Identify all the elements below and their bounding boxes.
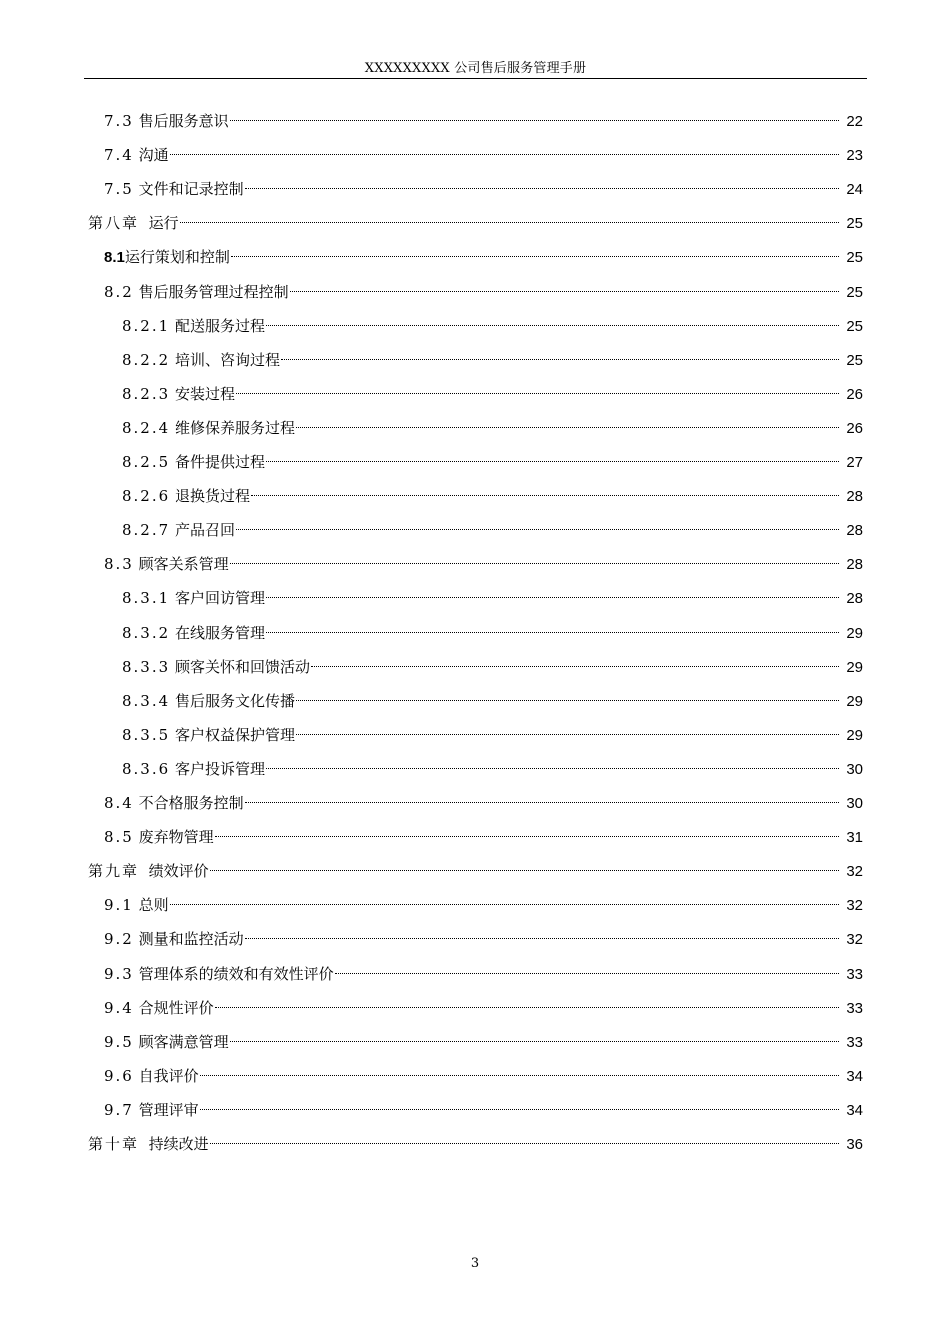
toc-entry[interactable] [122,348,863,372]
toc-entry-label: 沟通 [138,146,169,164]
toc-entry-label: 总则 [138,896,169,914]
toc-entry-number: 8.3.5 [122,726,171,744]
toc-entry-number: 8.2.1 [122,317,171,335]
toc-entry[interactable] [88,1132,863,1156]
dot-leader [180,222,839,223]
toc-entry-page: 23 [846,147,863,164]
dot-leader [266,768,839,769]
toc-entry-label: 顾客满意管理 [138,1033,229,1051]
toc-entry-label: 自我评价 [138,1067,199,1085]
toc-entry-label: 售后服务意识 [138,112,229,130]
toc-entry-label: 文件和记录控制 [138,180,244,198]
toc-entry[interactable] [122,518,863,542]
toc-entry-number: 8.2.2 [122,351,171,369]
toc-entry-label: 售后服务文化传播 [174,692,295,710]
toc-entry[interactable] [104,962,863,986]
toc-entry[interactable] [122,689,863,713]
toc-entry-number: 9.6 [104,1067,134,1085]
toc-entry-number: 8.3.1 [122,589,171,607]
toc-entry-page: 34 [846,1068,863,1085]
toc-entry-number: 第十章 [88,1135,140,1153]
toc-entry[interactable] [122,586,863,610]
dot-leader [335,973,839,974]
toc-entry-number: 8.2.3 [122,385,171,403]
toc-entry[interactable] [104,177,863,201]
toc-entry[interactable] [104,825,863,849]
toc-entry-label: 管理体系的绩效和有效性评价 [138,965,334,983]
toc-entry-label: 废弃物管理 [138,828,214,846]
toc-entry-number: 9.5 [104,1033,134,1051]
toc-entry-page: 32 [846,863,863,880]
dot-leader [296,700,839,701]
toc-entry-label: 客户权益保护管理 [174,726,295,744]
toc-entry-label: 维修保养服务过程 [174,419,295,437]
toc-entry-page: 29 [846,625,863,642]
dot-leader [266,325,839,326]
toc-entry-page: 25 [846,284,863,301]
dot-leader [170,904,839,905]
toc-entry-label: 售后服务管理过程控制 [138,283,289,301]
toc-entry-label: 配送服务过程 [174,317,265,335]
toc-entry-number: 第九章 [88,862,140,880]
toc-entry-label: 顾客关系管理 [138,555,229,573]
toc-entry-page: 33 [846,1034,863,1051]
toc-entry-number: 8.3.4 [122,692,171,710]
toc-entry-number: 8.3.2 [122,624,171,642]
toc-entry[interactable] [104,927,863,951]
toc-entry-page: 32 [846,897,863,914]
toc-entry-number: 8.3.6 [122,760,171,778]
toc-entry-page: 33 [846,966,863,983]
toc-entry-label: 运行策划和控制 [124,248,230,266]
dot-leader [210,1143,839,1144]
toc-entry-page: 24 [846,181,863,198]
toc-entry-number: 8.2.4 [122,419,171,437]
toc-entry-label: 备件提供过程 [174,453,265,471]
dot-leader [230,563,839,564]
toc-entry-label: 安装过程 [174,385,235,403]
toc-entry[interactable] [104,109,863,133]
toc-entry-label: 在线服务管理 [174,624,265,642]
dot-leader [296,427,839,428]
toc-entry-page: 27 [846,454,863,471]
toc-entry-label: 顾客关怀和回馈活动 [174,658,310,676]
toc-entry-page: 29 [846,727,863,744]
toc-entry-label: 退换货过程 [174,487,250,505]
dot-leader [231,256,839,257]
page-number: 3 [470,1256,480,1271]
dot-leader [245,188,839,189]
toc-entry-page: 28 [846,488,863,505]
toc-entry-number: 7.5 [104,180,134,198]
toc-entry[interactable] [122,655,863,679]
dot-leader [251,495,839,496]
toc-entry-page: 22 [846,113,863,130]
dot-leader [266,461,839,462]
toc-entry-label: 客户投诉管理 [174,760,265,778]
toc-entry-label: 测量和监控活动 [138,930,244,948]
toc-entry-number: 7.4 [104,146,134,164]
toc-entry-number: 8.2.6 [122,487,171,505]
dot-leader [281,359,839,360]
toc-entry-number: 8.4 [104,794,134,812]
toc-entry-page: 32 [846,931,863,948]
toc-entry-label: 合规性评价 [138,999,214,1017]
toc-entry[interactable] [104,1030,863,1054]
toc-entry[interactable] [104,552,863,576]
dot-leader [266,632,839,633]
toc-entry-number: 9.3 [104,965,134,983]
toc-entry-page: 25 [846,318,863,335]
toc-entry-page: 33 [846,1000,863,1017]
dot-leader [236,529,839,530]
toc-entry[interactable] [104,280,863,304]
toc-entry-number: 9.2 [104,930,134,948]
dot-leader [311,666,839,667]
toc-entry-label: 不合格服务控制 [138,794,244,812]
toc-entry-page: 34 [846,1102,863,1119]
dot-leader [290,291,839,292]
toc-entry-number: 8.2.7 [122,521,171,539]
toc-entry-label: 运行 [148,214,179,232]
toc-entry-page: 36 [846,1136,863,1153]
dot-leader [230,1041,839,1042]
toc-entry[interactable] [122,484,863,508]
toc-entry-label: 产品召回 [174,521,235,539]
dot-leader [215,836,839,837]
toc-entry-number: 9.4 [104,999,134,1017]
toc-entry[interactable] [88,859,863,883]
page-header-title: XXXXXXXXX 公司售后服务管理手册 [364,61,587,76]
toc-entry[interactable] [122,621,863,645]
dot-leader [245,938,839,939]
dot-leader [296,734,839,735]
toc-entry[interactable] [104,143,863,167]
toc-entry[interactable] [122,314,863,338]
dot-leader [170,154,839,155]
toc-entry-page: 26 [846,420,863,437]
toc-entry-page: 31 [846,829,863,846]
toc-entry-page: 29 [846,659,863,676]
toc-entry-number: 9.1 [104,896,134,914]
toc-entry[interactable] [122,757,863,781]
toc-entry-number: 8.2 [104,283,134,301]
toc-entry-page: 25 [846,249,863,266]
toc-entry-label: 管理评审 [138,1101,199,1119]
toc-entry[interactable] [104,996,863,1020]
toc-entry[interactable] [122,382,863,406]
toc-entry[interactable] [104,1064,863,1088]
toc-entry-page: 30 [846,795,863,812]
dot-leader [210,870,839,871]
toc-entry[interactable] [104,893,863,917]
toc-entry-page: 30 [846,761,863,778]
toc-entry-label: 持续改进 [148,1135,209,1153]
toc-entry-label: 绩效评价 [148,862,209,880]
toc-entry-page: 28 [846,522,863,539]
toc-entry-page: 26 [846,386,863,403]
dot-leader [215,1007,839,1008]
toc-entry-number: 8.3.3 [122,658,171,676]
toc-entry-page: 28 [846,556,863,573]
toc-entry-number: 第八章 [88,214,140,232]
toc-entry-number: 8.3 [104,555,134,573]
dot-leader [236,393,839,394]
toc-entry[interactable] [104,791,863,815]
dot-leader [200,1075,839,1076]
toc-entry-page: 29 [846,693,863,710]
toc-entry[interactable] [122,723,863,747]
toc-entry-label: 培训、咨询过程 [174,351,280,369]
dot-leader [266,597,839,598]
toc-entry[interactable] [88,211,863,235]
toc-entry-label: 客户回访管理 [174,589,265,607]
dot-leader [245,802,839,803]
toc-entry-number: 8.1 [104,249,125,266]
toc-entry[interactable] [122,416,863,440]
toc-entry-page: 25 [846,352,863,369]
dot-leader [230,120,839,121]
toc-entry-number: 9.7 [104,1101,134,1119]
dot-leader [200,1109,839,1110]
toc-entry-page: 28 [846,590,863,607]
header-divider [84,78,867,79]
toc-entry-page: 25 [846,215,863,232]
toc-entry-number: 7.3 [104,112,134,130]
toc-entry[interactable] [122,450,863,474]
toc-entry-number: 8.5 [104,828,134,846]
toc-entry[interactable] [104,245,863,269]
toc-entry[interactable] [104,1098,863,1122]
toc-entry-number: 8.2.5 [122,453,171,471]
